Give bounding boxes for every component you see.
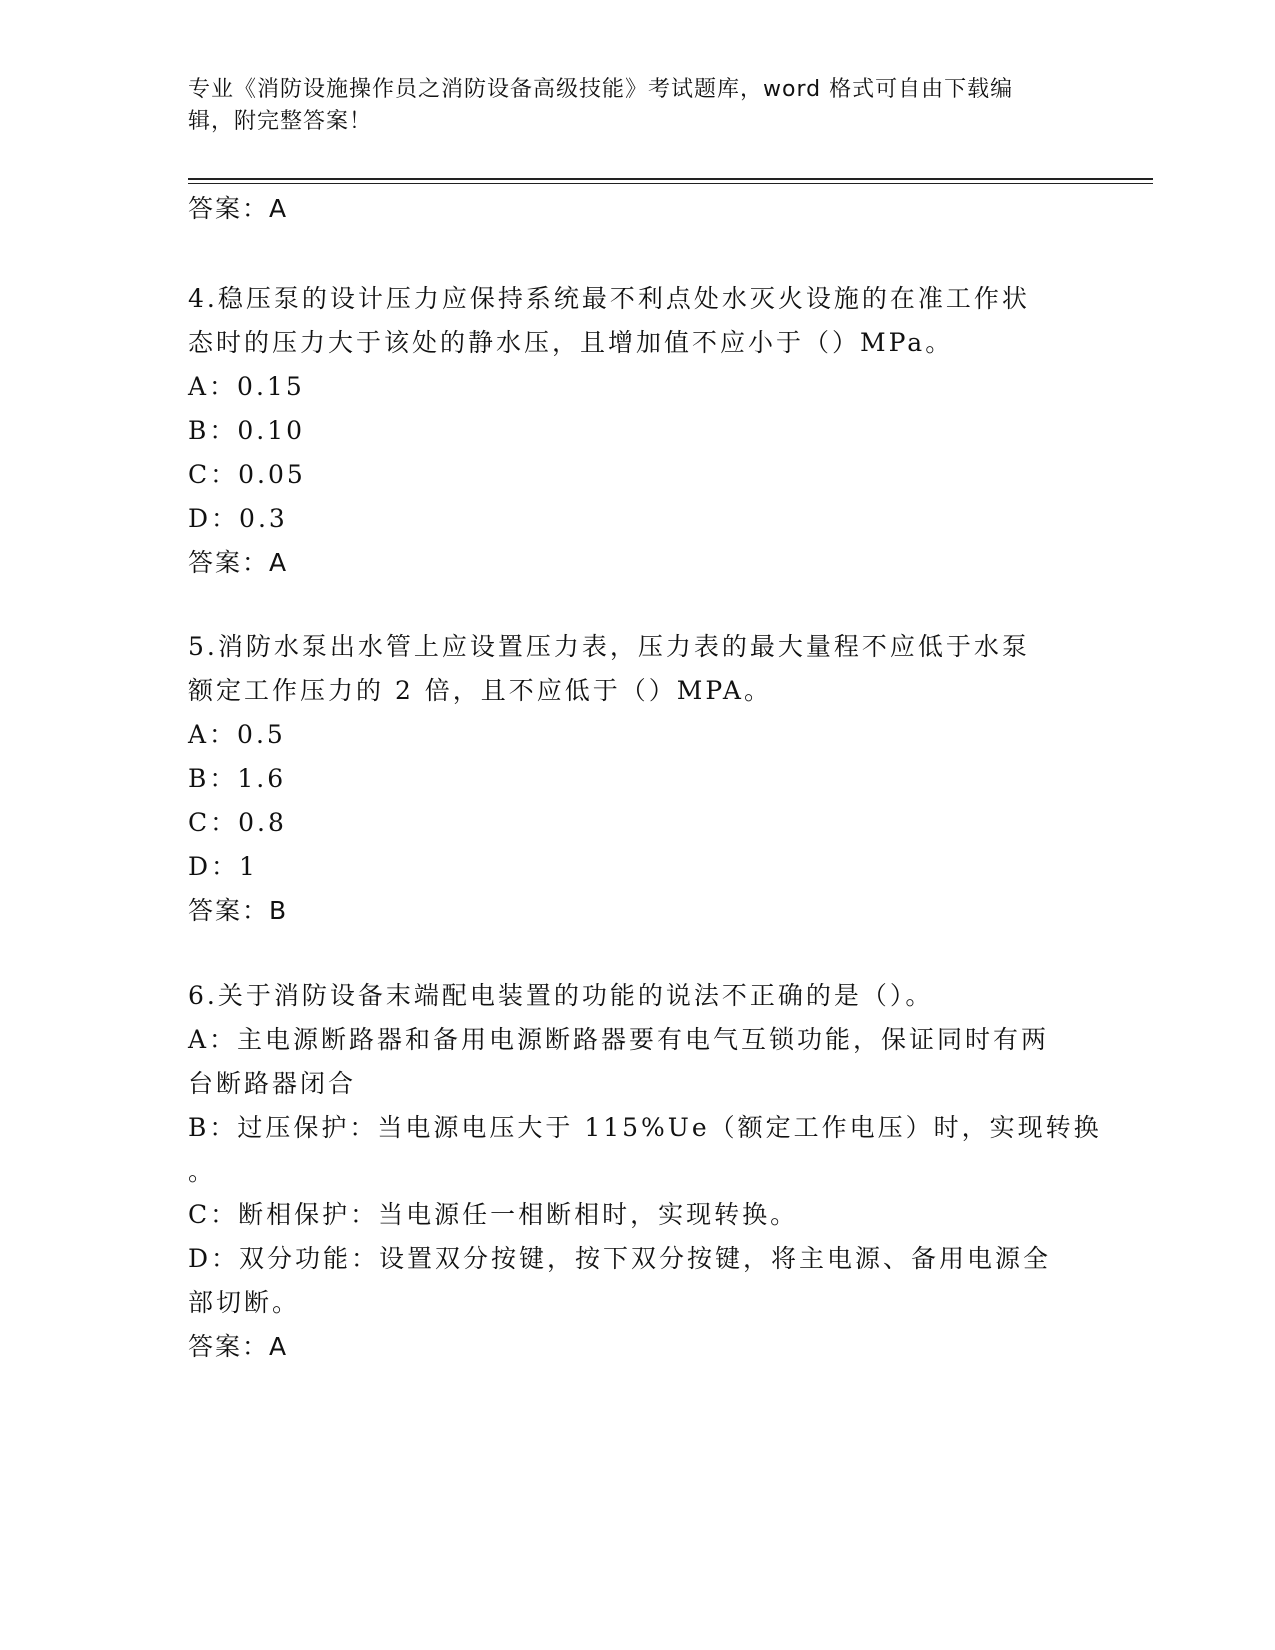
question-6-answer: 答案：A [188, 1332, 289, 1361]
question-4-option-a: A：0.15 [188, 372, 305, 401]
question-4-option-c: C：0.05 [188, 460, 306, 489]
question-5-answer: 答案：B [188, 896, 289, 925]
question-5-option-a: A：0.5 [188, 720, 286, 749]
header-line-1: 专业《消防设施操作员之消防设备高级技能》考试题库，word 格式可自由下载编 [188, 77, 1014, 102]
question-5-option-d: D：1 [188, 852, 258, 881]
header-divider-thin [188, 183, 1153, 184]
question-6-option-d-line-1: D：双分功能：设置双分按键，按下双分按键，将主电源、备用电源全 [188, 1244, 1052, 1273]
header-divider-thick [188, 178, 1153, 180]
header-line-2: 辑，附完整答案！ [188, 109, 373, 134]
question-6-stem-line-1: 6.关于消防设备末端配电装置的功能的说法不正确的是（）。 [188, 981, 934, 1010]
question-4-option-d: D：0.3 [188, 504, 288, 533]
question-6-option-c: C：断相保护：当电源任一相断相时，实现转换。 [188, 1200, 799, 1229]
question-6-option-b-line-2: 。 [188, 1157, 217, 1186]
question-4-answer: 答案：A [188, 548, 289, 577]
question-5-option-c: C：0.8 [188, 808, 287, 837]
question-6-option-a-line-1: A：主电源断路器和备用电源断路器要有电气互锁功能，保证同时有两 [188, 1025, 1050, 1054]
question-6-option-d-line-2: 部切断。 [188, 1288, 301, 1317]
question-5-stem-line-1: 5.消防水泵出水管上应设置压力表，压力表的最大量程不应低于水泵 [188, 632, 1030, 661]
question-4-option-b: B：0.10 [188, 416, 306, 445]
document-header [188, 74, 1088, 138]
question-6-option-a-line-2: 台断路器闭合 [188, 1069, 357, 1098]
question-4-stem-line-1: 4.稳压泵的设计压力应保持系统最不利点处水灭火设施的在准工作状 [188, 284, 1030, 313]
question-4-stem-line-2: 态时的压力大于该处的静水压，且增加值不应小于（）MPa。 [188, 328, 954, 357]
question-6-option-b-line-1: B：过压保护：当电源电压大于 115%Ue（额定工作电压）时，实现转换 [188, 1113, 1102, 1142]
previous-answer: 答案：A [188, 194, 289, 223]
question-5-stem-line-2: 额定工作压力的 2 倍，且不应低于（）MPA。 [188, 676, 772, 705]
question-5-option-b: B：1.6 [188, 764, 287, 793]
